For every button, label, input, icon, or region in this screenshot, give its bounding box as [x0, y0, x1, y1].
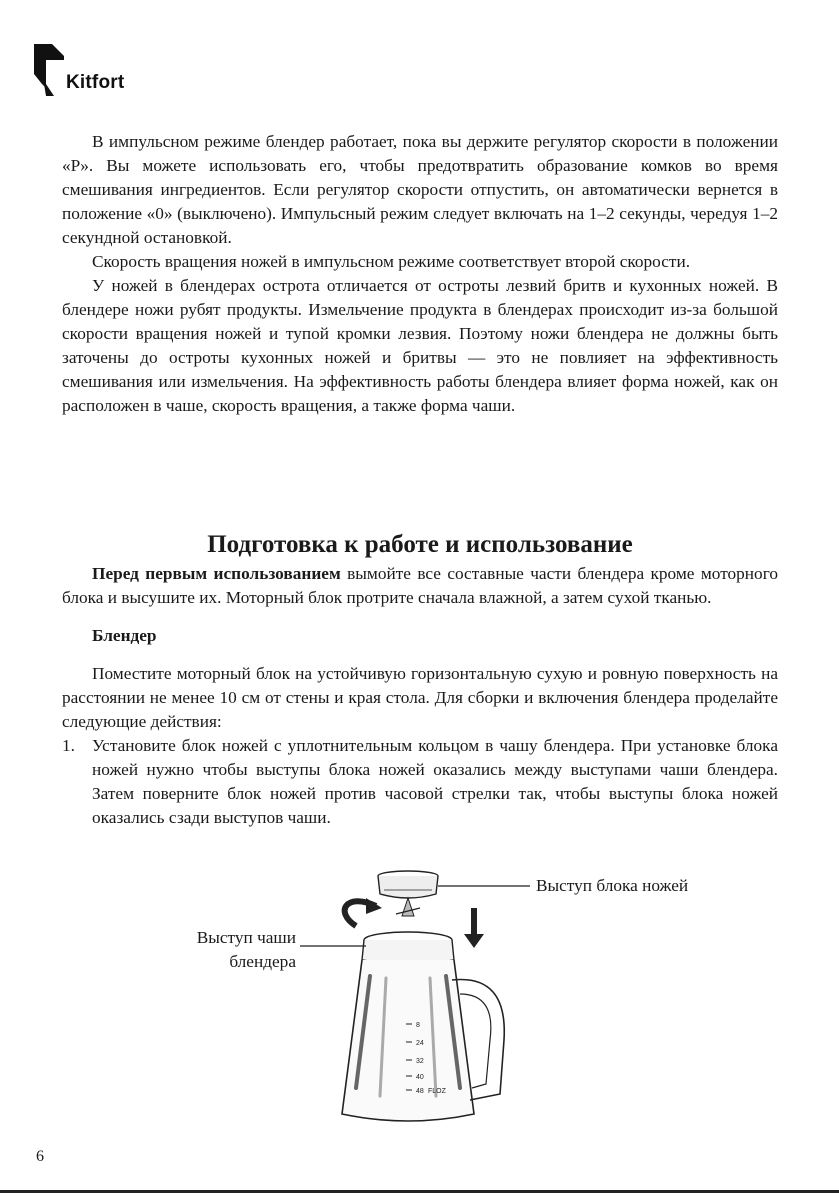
scale-mark: 48 [416, 1088, 424, 1095]
brand-name: Kitfort [66, 72, 125, 93]
scale-word: FLOZ [428, 1088, 446, 1095]
step-text: Установите блок ножей с уплотнительным кольцом в чашу блендера. При установке блока ножей нужно чтобы выступы блока ножей оказались между выступами чаши блендера. Затем поверните блок ножей против часовой стрелки так, чтобы выступы блока ножей оказались сзади выступов чаши. [92, 736, 778, 827]
subheading-blender: Блендер [92, 626, 157, 645]
label-bowl-line2: блендера [229, 952, 296, 971]
paragraph-pulse-mode: В импульсном режиме блендер работает, пока вы держите регулятор скорости в положении «P». Вы можете использовать его, чтобы предотвратить образование комков во время смешивания ингредиентов. Если регулятор скорости отпустить, он автоматически вернется в положение «0» (выключено). Импульсный режим следует включать на 1–2 секунды, чередуя 1–2 секундной остановкой. [62, 132, 778, 247]
kitfort-logo-icon [32, 44, 66, 100]
first-use-bold: Перед первым использованием [92, 564, 341, 583]
label-bowl-tab [170, 926, 296, 974]
label-knife-block-tab: Выступ блока ножей [536, 876, 689, 895]
paragraph-placement: Поместите моторный блок на устойчивую горизонтальную сухую и ровную поверхность на расстоянии не менее 10 см от стены и края стола. Для сборки и включения блендера проделайте следующие действия: [62, 664, 778, 731]
label-bowl-line1: Выступ чаши [196, 928, 296, 947]
scale-mark: 24 [416, 1040, 424, 1047]
paragraph-first-use [62, 562, 778, 610]
scale-mark: 32 [416, 1058, 424, 1065]
footer-rule [0, 1190, 839, 1193]
paragraph-pulse-speed: Скорость вращения ножей в импульсном режиме соответствует второй скорости. [92, 252, 691, 271]
paragraph-knife-sharpness: У ножей в блендерах острота отличается от остроты лезвий бритв и кухонных ножей. В блендере ножи рубят продукты. Измельчение продукта в блендерах происходит из-за большой скорости вращения ножей и тупой кромки лезвия. Поэтому ножи блендера не должны быть заточены до остроты кухонных ножей и бритвы — это не повлияет на эффективность смешивания или измельчения. На эффективность работы блендера влияет форма ножей, как он расположен в чаше, скорость вращения, а также форма чаши. [62, 276, 778, 415]
section-title: Подготовка к работе и использование [207, 530, 633, 558]
scale-mark: 40 [416, 1074, 424, 1081]
down-arrow-icon [464, 908, 484, 948]
page-number: 6 [36, 1148, 44, 1165]
section-body [62, 562, 778, 830]
first-use-text: вымойте все составные части блендера кроме моторного блока и высушите их. Моторный блок протрите сначала влажной, а затем сухой тканью. [62, 564, 778, 607]
blender-illustration [170, 864, 730, 1134]
blender-assembly-figure [170, 864, 730, 1134]
step-number: 1. [62, 736, 75, 755]
scale-mark: 8 [416, 1022, 420, 1029]
intro-text [62, 130, 778, 418]
brand-logo [32, 44, 142, 100]
list-item [62, 734, 778, 830]
rotate-arrow-icon [345, 898, 382, 926]
steps-list [62, 734, 778, 830]
knife-block-icon [378, 871, 438, 916]
